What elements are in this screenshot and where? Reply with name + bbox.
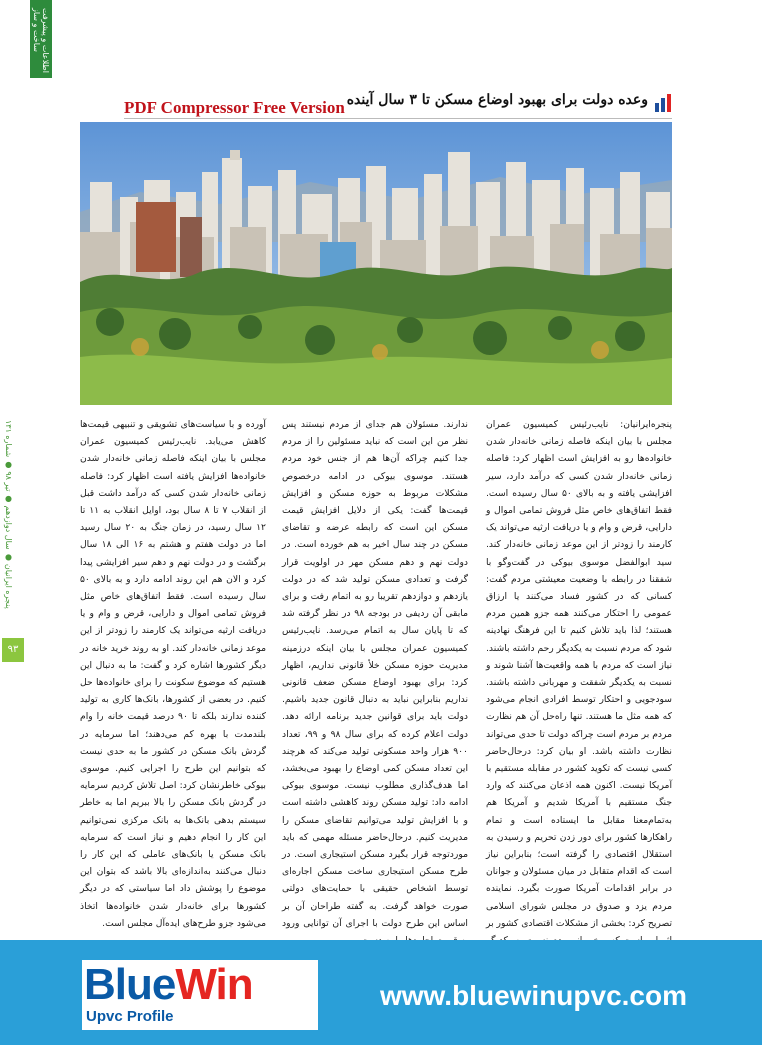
bluewin-logo <box>82 960 318 1030</box>
side-caption <box>4 420 18 650</box>
advert-url-link[interactable]: www.bluewinupvc.com <box>380 980 688 1011</box>
article-paragraph: آورده و با سیاست‌های تشویقی و تنبیهی قیمت‌ها کاهش می‌یابد. نایب‌رئیس کمیسیون عمران مجلس با بیان اینکه فاصله زمانی خانه‌دار شدن خانواده‌ها افزایش یافته است اظهار کرد: فاصله زمانی خانه‌دار شدن کسی که درآمد داشت قبل از انقلاب ۷ تا ۸ سال بود، اوایل انقلاب به ۱۱ تا ۱۲ سال رسید، در زمان جنگ به ۲۰ سال رسید اما در دولت هفتم و هشتم به ۱۶ الی ۱۸ سال برگشت و در دولت نهم و دهم سیر افزایشی پیدا کرد و الان هم این روند ادامه دارد و به بالای ۵۰ سال رسیده است. فقط اتفاق‌های خاص مثل فروش تمامی اموال و دارایی، قرض و وام و یا دریافت ارثیه می‌تواند یک کارمند را زودتر از این موعد زمانی خانه‌دار کند. او به روند خرید خانه در دیگر کشورها اشاره کرد و گفت: ما به دنبال این هستیم که موضوع سکونت را برای خانواده‌ها حل کنیم. در بعضی از کشورها، بانک‌ها کاری به تولید کننده ندارند بلکه تا ۹۰ درصد قیمت خانه را وام بلندمدت با بهره کم می‌دهند؛ اما سرمایه در گردش بانک مسکن در کشور ما به حدی نیست که بتوانیم این طرح را اجرایی کنیم. موسوی بیوکی خاطرنشان کرد: اصل تلاش کردیم سرمایه در گردش بانک مسکن را بالا ببریم اما به خاطر سیستم بدهی بانک‌ها به بانک مرکزی نمی‌توانیم این کار را انجام دهیم و نیاز است که سرمایه بانک مسکن یا بانک‌های عاملی که این کار را دنبال می‌کنند به‌اندازه‌ای بالا باشد که بتوان این موضوع را پوشش داد اما سیاستی که در دیگر کشورها برای خانه‌دار شدن خانواده‌ها اتخاذ می‌شود جزو طرح‌های ایده‌آل مجلس است. <box>80 419 267 929</box>
brand-red: Win <box>175 960 253 1009</box>
article-column-right <box>486 416 672 936</box>
side-caption-text: پنجره ایرانیان ● سال دوازدهم ● تیر ۹۸ ● شماره ۱۳۱ <box>4 420 13 609</box>
article-column-left <box>80 416 266 936</box>
article-paragraph: ندارند. مسئولان هم جدای از مردم نیستند پس نظر من این است که نباید مسئولین را از مردم جدا کنیم چراکه آن‌ها هم از جنس خود مردم هستند. موسوی بیوکی در ادامه درخصوص مشکلات مربوط به حوزه مسکن و افزایش قیمت‌ها گفت: یکی از دلایل افزایش قیمت مسکن این است که رابطه عرضه و تقاضای مسکن در چند سال اخیر به هم خورده است. در دولت نهم و دهم مسکن مهر در اولویت قرار گرفت و تعدادی مسکن تولید شد که در دولت یازدهم و دوازدهم تقریبا رو به اتمام رفت و برای مابقی آن ردیفی در بودجه ۹۸ در نظر گرفته شد که تا پایان سال به اتمام می‌رسد. نایب‌رئیس کمیسیون عمران مجلس با بیان اینکه درزمینه مدیریت حوزه مسکن خلأ قانونی نداریم، اظهار کرد: برای بهبود اوضاع مسکن ضعف قانونی نداریم بنابراین نباید به دنبال قانون جدید باشیم. دولت باید برای قوانین جدید برنامه ارائه دهد. دولت اعلام کرده که برای سال ۹۸ و ۹۹، تعداد ۹۰۰ هزار واحد مسکونی تولید می‌کند که هرچند این تعداد مسکن کمی اوضاع را بهبود می‌بخشد، اما هدف‌گذاری مطلوب نیست. موسوی بیوکی ادامه داد: تولید مسکن روند کاهشی داشته است و با افزایش تولید می‌توانیم تقاضای مسکن را مدیریت کنیم. درحال‌حاضر مسئله مهمی که باید موردتوجه قرار بگیرد مسکن استیجاری است. در طرح مسکن استیجاری ساخت مسکن اجاره‌ای توسط اشخاص حقیقی با حمایت‌های دولتی صورت خواهد گرفت. به گفته طراحان آن بر اساس این طرح دولت با اجرای آن توانایی ورود <box>282 419 468 929</box>
brand-name <box>84 960 253 1010</box>
bluewin-advert[interactable] <box>0 940 762 1045</box>
article-column-middle <box>282 416 468 936</box>
section-tab <box>30 0 52 78</box>
pdf-watermark: PDF Compressor Free Version <box>124 98 345 117</box>
article-paragraph: پنجره‌ایرانیان: نایب‌رئیس کمیسیون عمران مجلس با بیان اینکه فاصله زمانی خانه‌دار شدن خانواده‌ها رو به افزایش است اظهار کرد: فاصله زمانی خانه‌دار شدن کسی که درآمد دارد، سیر افزایشی یافته و به بالای ۵۰ سال رسیده است. فقط اتفاق‌های خاص مثل فروش تمامی اموال و دارایی، قرض و وام و یا دریافت ارثیه می‌تواند یک کارمند را زودتر از این موعد زمانی خانه‌دار کند. سید ابوالفضل موسوی بیوکی در گفت‌وگو با شفقنا در رابطه با وضعیت معیشتی مردم گفت: کسانی که در کشور فساد می‌کنند یا ارزاق عمومی را احتکار می‌کنند همه جزو همین مردم هستند؛ لذا باید تلاش کنیم تا این فرهنگ نهادینه شود که مردم نسبت به یکدیگر رحم داشته باشند. نیاز است که مردم با همه واقعیت‌ها آشنا شوند و نسبت به یکدیگر شفقت و مهربانی داشته باشند. سودجویی و احتکار توسط افرادی انجام می‌شود که همه مثل ما هستند. تنها راه‌حل آن هم نظارت مردم بر مردم است چراکه دولت تا حدی می‌تواند نظارت داشته باشد. او بیان کرد: درحال‌حاضر کسی نیست که تکوید کشور در مقابله مستقیم با آمریکا نیست. اکنون همه اذعان می‌کنند که وارد جنگ مستقیم با آمریکا شدیم و آمریکا هم به‌تمام‌معنا مقابل ما ایستاده است و تمام راهکارها کشور برای دور زدن تحریم و رسیدن به استقلال اقتصادی را گرفته است؛ بنابراین نیاز است که اقدام متقابل در میان مسئولان و جوانان در برابر اقدامات آمریکا صورت بگیرد. نماینده مردم یزد و صدوق در مجلس شورای اسلامی تصریح کرد: بخشی از مشکلات اقتصادی کشور بر <box>486 419 673 929</box>
page-number: ۹۳ <box>2 638 24 662</box>
bar-chart-icon <box>654 94 672 112</box>
brand-blue: Blue <box>84 960 176 1009</box>
section-tab-label: اطلاعات و پیشرفت ساخت و ساز <box>32 8 50 73</box>
city-skyline-photo <box>80 122 672 405</box>
article-title: وعده دولت برای بهبود اوضاع مسکن تا ۳ سال آینده <box>346 92 648 108</box>
title-divider <box>124 118 672 119</box>
brand-subtitle: Upvc Profile <box>86 1008 174 1025</box>
